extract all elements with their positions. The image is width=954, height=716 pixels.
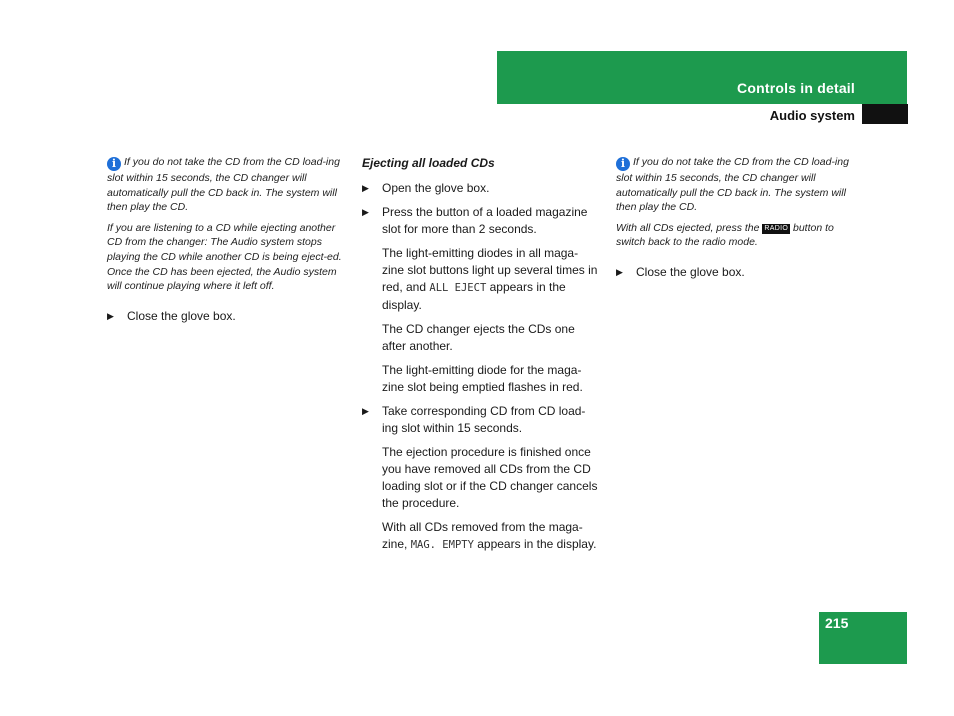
instruction-step	[107, 308, 347, 325]
step-arrow-icon: ▶	[107, 310, 114, 321]
info-note	[107, 155, 347, 215]
info-note	[616, 221, 856, 250]
instruction-step	[616, 264, 856, 281]
step-text: Close the glove box.	[127, 308, 236, 323]
result-paragraph: The ejection procedure is finished once you have removed all CDs from the CD loading slot or if the CD changer cancels the procedure.	[382, 445, 598, 510]
paragraph-text: appears in the display.	[382, 280, 566, 312]
info-icon: i	[616, 157, 630, 171]
instruction-step	[362, 204, 600, 238]
page-number-box	[819, 612, 907, 664]
result-paragraph	[362, 519, 600, 554]
info-icon: i	[107, 157, 121, 171]
paragraph-text: The light-emitting diodes in all maga-zine slot buttons light up several times in red, and	[382, 246, 598, 294]
display-text: ALL EJECT	[429, 282, 487, 294]
step-text: Open the glove box.	[382, 181, 490, 195]
left-column	[107, 155, 347, 332]
note-text: If you do not take the CD from the CD load-ing slot within 15 seconds, the CD changer will automatically pull the CD back in. The system will then play the CD.	[616, 156, 849, 214]
radio-button-icon: RADIO	[764, 224, 789, 232]
step-text: Press the button of a loaded magazine slot for more than 2 seconds.	[382, 205, 588, 236]
instruction-step	[362, 403, 600, 437]
info-note	[616, 155, 856, 215]
result-paragraph	[362, 245, 600, 314]
section-title: Audio system	[769, 108, 855, 123]
step-arrow-icon: ▶	[362, 183, 369, 193]
step-arrow-icon: ▶	[616, 266, 623, 277]
result-paragraph: The light-emitting diode for the maga-zine slot being emptied flashes in red.	[382, 363, 583, 394]
page-number: 215	[825, 615, 849, 631]
step-text: Take corresponding CD from CD load-ing slot within 15 seconds.	[382, 404, 586, 435]
middle-column	[362, 155, 600, 561]
instruction-step	[362, 180, 600, 197]
paragraph-text: With all CDs removed from the maga-zine,	[382, 520, 583, 551]
right-column	[616, 155, 856, 288]
section-heading: Ejecting all loaded CDs	[362, 156, 495, 170]
chapter-title: Controls in detail	[737, 80, 855, 96]
display-text: MAG. EMPTY	[410, 539, 474, 551]
step-arrow-icon: ▶	[362, 406, 369, 416]
note-text: button to switch back to the radio mode.	[616, 221, 834, 249]
note-text: With all CDs ejected, press the	[616, 221, 763, 234]
header-bar	[497, 51, 907, 104]
step-arrow-icon: ▶	[362, 207, 369, 217]
paragraph-text: appears in the display.	[473, 537, 597, 551]
result-paragraph: The CD changer ejects the CDs one after another.	[382, 322, 575, 353]
note-text: If you do not take the CD from the CD load-ing slot within 15 seconds, the CD changer will automatically pull the CD back in. The system will then play the CD.	[107, 156, 340, 214]
note-text: If you are listening to a CD while ejecting another CD from the changer: The Audio system stops playing the CD while another CD is being eject-ed. Once the CD has been ejected, the Audio system will continue playing where it left off.	[107, 221, 342, 293]
step-text: Close the glove box.	[636, 264, 745, 279]
section-tab	[862, 104, 908, 124]
